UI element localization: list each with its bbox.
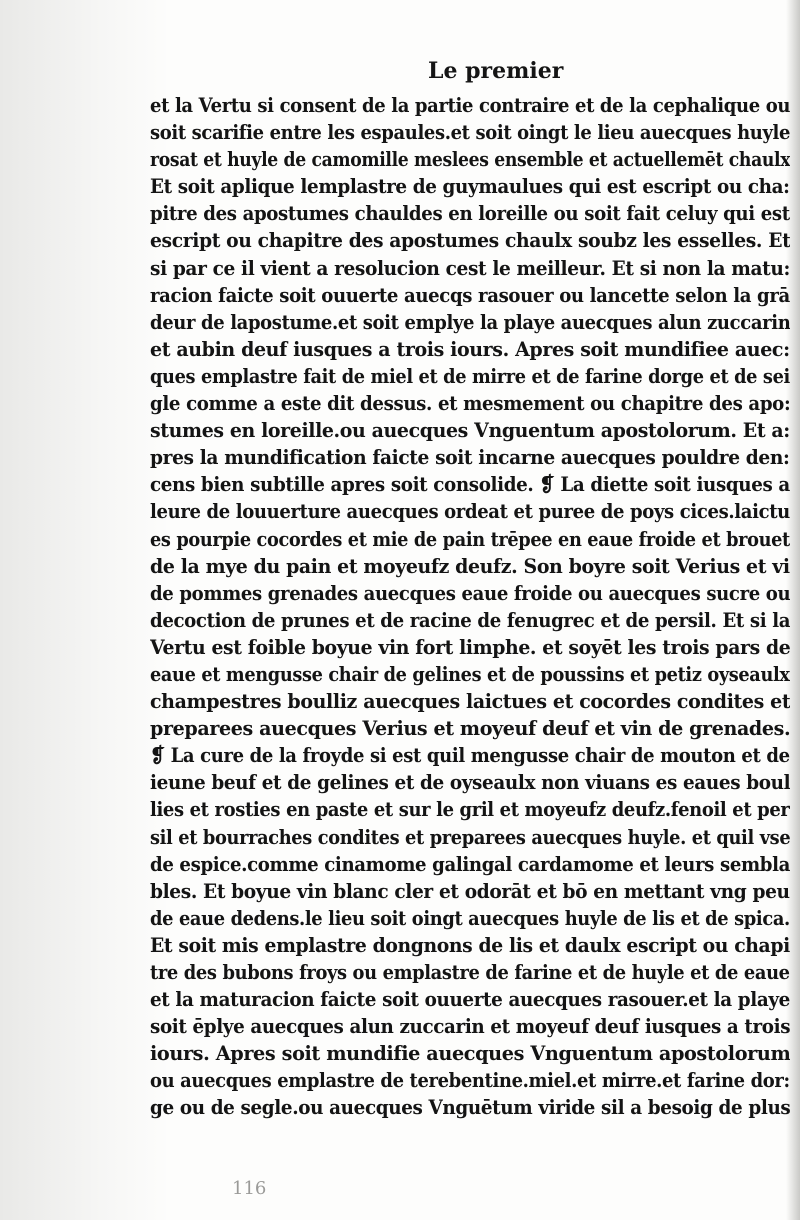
text-line: de espice.comme cinamome galingal cardamome et leurs sembla [150,851,790,876]
text-line: pitre des apostumes chauldes en loreille ou soit fait celuy qui est [150,201,790,226]
text-line: escript ou chapitre des apostumes chaulx soubz les esselles. Et [150,228,790,253]
text-line: ou auecques emplastre de terebentine.miel.et mirre.et farine dor: [150,1068,790,1093]
text-line: tre des bubons froys ou emplastre de farine et de huyle et de eaue [150,960,790,984]
text-line: pres la mundification faicte soit incarne auecques pouldre den: [150,445,790,470]
text-block [150,92,790,1122]
text-line: decoction de prunes et de racine de fenugrec et de persil. Et si la [150,607,790,632]
text-line: es pourpie cocordes et mie de pain trēpee en eaue froide et brouet [150,526,790,551]
text-line: gle comme a este dit dessus. et mesmement ou chapitre des apo: [150,391,791,416]
text-line: et la maturacion faicte soit ouuerte auecques rasouer.et la playe [150,987,790,1012]
text-line: leure de louuerture auecques ordeat et puree de poys cices.laictu [150,499,790,524]
text-line: lies et rosties en paste et sur le gril et moyeufz deufz.fenoil et per [150,797,790,822]
text-line: rosat et huyle de camomille meslees ensemble et actuellemēt chaulx [150,147,790,172]
text-line: iours. Apres soit mundifie auecques Vnguentum apostolorum [150,1041,791,1066]
text-line: de pommes grenades auecques eaue froide ou auecques sucre ou [150,580,791,605]
text-line: sil et bourraches condites et preparees auecques huyle. et quil vse [150,824,791,849]
text-line: cens bien subtille apres soit consolide. ❡ La diette soit iusques a [150,472,790,497]
text-line: soit scarifie entre les espaules.et soit oingt le lieu auecques huyle [150,120,790,145]
text-line: et aubin deuf iusques a trois iours. Apres soit mundifiee auec: [150,336,790,361]
text-line: ieune beuf et de gelines et de oyseaulx non viuans es eaues boul [150,770,790,795]
text-line: stumes en loreille.ou auecques Vnguentum apostolorum. Et a: [150,418,790,443]
text-line: eaue et mengusse chair de gelines et de poussins et petiz oyseaulx [150,661,790,686]
text-line: champestres boulliz auecques laictues et cocordes condites et [150,689,791,714]
text-line: de eaue dedens.le lieu soit oingt auecques huyle de lis et de spica. [150,905,790,930]
text-line: racion faicte soit ouuerte auecqs rasouer ou lancette selon la grā [150,282,790,307]
text-line: soit ēplye auecques alun zuccarin et moyeuf deuf iusques a trois [150,1014,791,1039]
text-line: Et soit aplique lemplastre de guymaulues qui est escript ou cha: [150,174,790,199]
text-line: ❡ La cure de la froyde si est quil mengusse chair de mouton et de [150,743,790,768]
text-line: preparees auecques Verius et moyeuf deuf et vin de grenades. [150,716,790,741]
text-line: Et soit mis emplastre dongnons de lis et daulx escript ou chapi [150,932,790,957]
text-line: Vertu est foible boyue vin fort limphe. et soyēt les trois pars de [150,634,791,659]
text-line: bles. Et boyue vin blanc cler et odorāt et bō en mettant vng peu [150,878,790,903]
text-line: ge ou de segle.ou auecques Vnguētum viride sil a besoig de plus [150,1095,790,1120]
text-line: si par ce il vient a resolucion cest le meilleur. Et si non la matu: [150,255,790,280]
gutter-shadow [0,0,170,1220]
text-line: deur de lapostume.et soit emplye la playe auecques alun zuccarin [150,309,791,334]
text-line: de la mye du pain et moyeufz deufz. Son boyre soit Verius et vi [150,553,790,578]
running-head: Le premier [428,58,564,84]
text-line: ques emplastre fait de miel et de mirre et de farine dorge et de sei [150,363,790,388]
faint-folio-mark: 116 [232,1178,267,1199]
text-line: et la Vertu si consent de la partie contraire et de la cephalique ou [150,93,790,117]
